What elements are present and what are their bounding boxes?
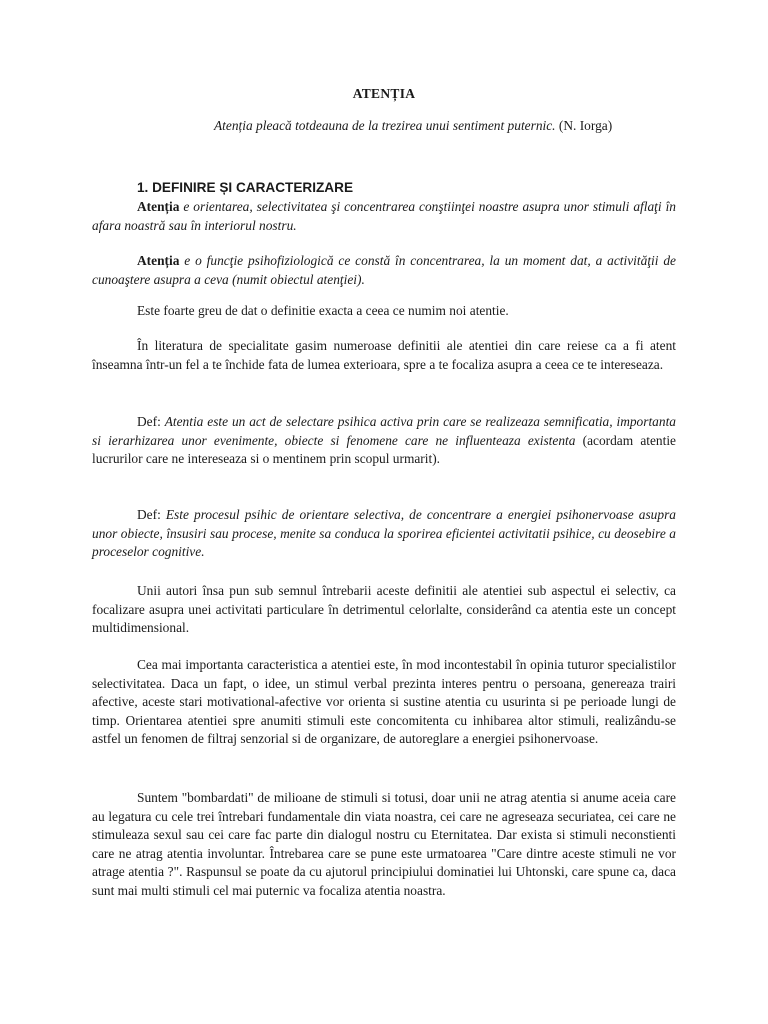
- paragraph-8: Cea mai importanta caracteristica a atentiei este, în mod incontestabil în opinia tuturor specialistilor selectivitatea. Daca un fapt, o idee, un stimul verbal prezinta interes pentru o persoana, genereaza trairi afective, aceste stari motivational-afective vor orienta si sustine atentia cu usurinta si pe perioade lungi de timp. Orientarea atentiei spre anumiti stimuli este concomitenta cu inhibarea altor stimuli, realizându-se astfel un fenomen de filtraj senzorial si de organizare, de autoreglare a energiei psihonervoase.: [92, 657, 676, 747]
- def-rest: (acordam atentie lucrurilor care ne intereseaza si o mentinem prin scopul urmarit).: [92, 432, 677, 467]
- page-title: ATENȚIA: [352, 86, 416, 101]
- paragraph-3: Este foarte greu de dat o definitie exacta a ceea ce numim noi atentie.: [137, 303, 509, 318]
- motto-author: (N. Iorga): [555, 118, 613, 133]
- def-prefix: Def:: [137, 507, 166, 522]
- term: Atenția: [137, 253, 180, 268]
- motto-quote: Atenția pleacă totdeauna de la trezirea unui sentiment puternic.: [214, 118, 556, 133]
- paragraph-5: [92, 413, 676, 469]
- paragraph-definition-2: [92, 252, 676, 289]
- term: Atenția: [137, 199, 180, 214]
- paragraph-definition-1: [92, 198, 676, 235]
- paragraph-4: În literatura de specialitate gasim numeroase definitii ale atentiei din care reiese ca a fi atent înseamna într-un fel a te închide fata de lumea exterioara, spre a te focaliza asupra a ceea ce te intereseaza.: [92, 338, 676, 372]
- paragraph-6: [92, 506, 676, 562]
- motto: [214, 118, 684, 134]
- def-italic: Este procesul psihic de orientare selectiva, de concentrare a energiei psihonervoase asupra unor obiecte, însusiri sau procese, menite sa conduca la sporirea eficientei activitatii psihice, cu deosebire a proceselor cognitive.: [92, 507, 676, 560]
- definition-text: e o funcţie psihofiziologică ce constă în concentrarea, la un moment dat, a activităţii de cunoaştere asupra a ceva (numit obiectul atenţiei).: [92, 253, 676, 287]
- def-prefix: Def:: [137, 414, 165, 429]
- paragraph-9: Suntem "bombardati" de milioane de stimuli si totusi, doar unii ne atrag atentia si anume aceia care au legatura cu cele trei întrebari fundamentale din viata noastra, cei care ne agreseaza securiatea, cei care ne stimuleaza sexul sau cei care fac parte din dialogul nostru cu Eternitatea. Dar exista si stimuli neconstienti care ne atrag atentia involuntar. Întrebarea care se pune este urmatoarea "Care dintre aceste stimuli ne vor atrage atentia ?". Raspunsul se poate da cu ajutorul principiului dominatiei lui Uhtonski, care spune ca, daca sunt mai multi stimuli cel mai puternic va focaliza atentia noastra.: [92, 790, 676, 898]
- paragraph-7: Unii autori însa pun sub semnul întrebarii aceste definitii ale atentiei sub aspectul ei selectiv, ca focalizare asupra unei activitati particulare în detrimentul celorlalte, considerând ca atentia este un concept multidimensional.: [92, 583, 676, 636]
- section-heading: 1. DEFINIRE ȘI CARACTERIZARE: [137, 180, 354, 195]
- definition-text: e orientarea, selectivitatea şi concentrarea conştiinţei noastre asupra unor stimuli aflaţi în afara noastră sau în interiorul nostru.: [92, 199, 676, 233]
- def-italic: Atentia este un act de selectare psihica activa prin care se realizeaza semnificatia, importanta si ierarhizarea unor evenimente, obiecte si fenomene care ne influenteaza existenta: [92, 414, 676, 448]
